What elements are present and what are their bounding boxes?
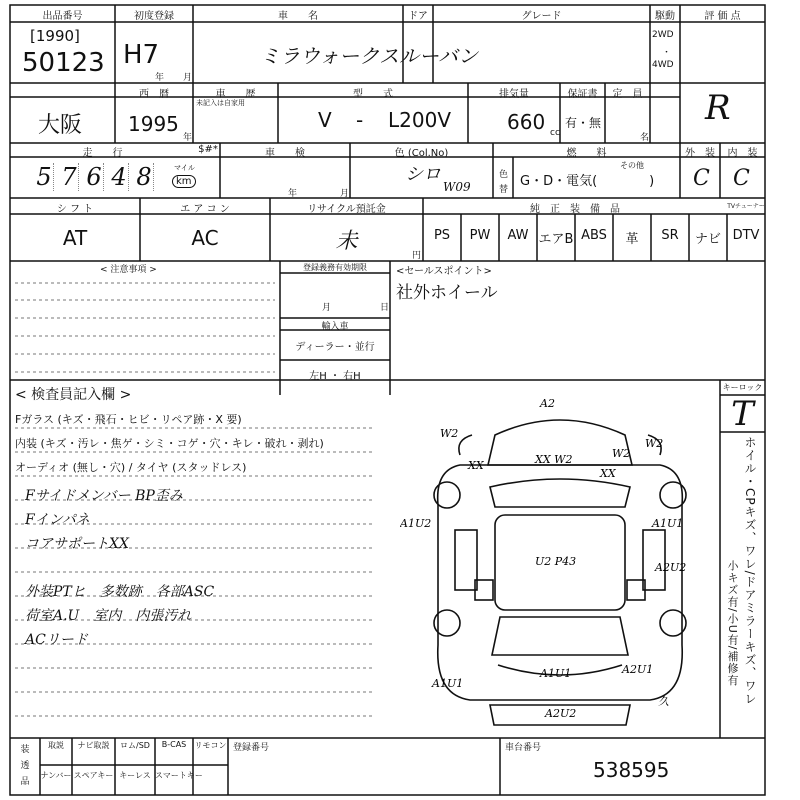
accessory-item: ナンバー [40,771,72,780]
mileage-label: 走 行 [82,148,123,159]
accessory-item: リモコン [194,741,227,750]
lot-year: [1990] [30,27,80,45]
interior-line: 内装 (キズ・汚レ・焦ゲ・シミ・コゲ・穴・キレ・破れ・剥れ) [15,437,324,450]
tv-tuner-label: TVチューナー [727,203,765,210]
accessory-item: 取説 [48,741,64,750]
damage-mark: 久 [658,695,669,708]
reg-month: 月 [322,303,332,313]
mileage-digits [35,163,154,191]
equipment-item: DTV [732,228,760,243]
damage-mark: A2U2 [545,707,577,720]
mileage-digit: 7 [60,163,79,191]
accessory-item: ロム/SD [120,741,150,750]
overall-rating: R [705,88,731,128]
accessory-item: キーレス [119,771,151,780]
equipment-item: PS [433,228,451,243]
shift-value: AT [62,226,88,250]
car-body-diagram [400,395,720,735]
damage-mark: A1U1 [540,667,572,680]
damage-mark: A1U1 [652,517,684,530]
handwritten-note: ACリード [25,632,88,648]
keylock-value: T [731,394,754,434]
capacity-unit: 名 [640,133,650,143]
shaireki-label: 車 歴 [215,89,256,100]
sales-point-label: <セールスポイント> [396,266,492,277]
accessory-item: ナビ取説 [77,741,110,750]
dealer-option: ディーラー・並行 [295,342,375,353]
shaireki-note: 未記入は自家用 [196,99,245,107]
side-note-2: 小キズ有/小U有/補修有 [726,560,739,687]
color-no: W09 [443,180,471,194]
equipment-item: SR [661,228,679,243]
reg-expiry-label: 登録義務有効期限 [303,263,367,272]
color-value: シロ [405,164,441,185]
handwritten-note: コアサポートXX [25,536,129,552]
accessory-item: B-CAS [161,740,187,749]
shaken-label: 車 検 [265,148,305,159]
month-mark: 月 [183,73,193,83]
car-name: ミラウォークスルーバン [260,44,478,68]
mileage-digit: 6 [85,163,104,191]
damage-mark: U2 P43 [535,555,577,568]
chassis-label: 車台番号 [505,743,542,753]
drive-label: 駆動 [655,11,675,22]
damage-mark: XX [468,459,484,472]
color-change-1: 色 [499,170,509,180]
accessories-label: 装 透 品 [20,745,30,787]
glass-line: Fガラス (キズ・飛石・ヒビ・リペア跡・X 要) [15,413,242,426]
model-code: L200V [388,108,451,132]
lot-number: 50123 [22,48,105,78]
model-dash: - [356,108,364,132]
handle-option: 左H ・ 右H [309,371,361,382]
mileage-digit: 5 [35,163,54,191]
audio-tire-line: オーディオ (無し・穴) / タイヤ (スタッドレス) [15,461,247,474]
grade-label: グレード [521,11,562,22]
reg-number-label: 登録番号 [233,743,270,753]
damage-mark: W2 [440,427,459,440]
mileage-unit-km: km [172,175,196,188]
handwritten-note: Fサイドメンバー BP歪み [25,488,183,504]
handwritten-note: Fインパネ [25,512,90,528]
damage-mark: A2U1 [622,663,654,676]
interior-label: 内 装 [727,148,758,159]
first-registration: H7 [123,40,160,70]
exterior-grade: C [693,166,710,191]
fuel-other: その他 [620,161,644,170]
warranty-value: 有・無 [565,116,602,130]
reg-day: 日 [380,303,390,313]
drive-4wd: 4WD [652,60,674,70]
drive-2wd: 2WD [652,30,674,40]
car-name-label: 車 名 [278,11,318,22]
damage-mark: W2 [612,447,631,460]
equipment-item: PW [469,228,491,243]
capacity-label: 定 員 [612,89,643,100]
handwritten-note: 荷室A.U 室内 内張汚れ [25,608,192,624]
handwritten-notes [25,484,214,652]
mileage-unit-mile: マイル [174,164,195,172]
damage-mark: A2 [540,397,555,410]
mileage-digit: 4 [110,163,129,191]
lot-no-label: 出品番号 [42,11,83,22]
keylock-label: キーロック [722,383,763,392]
drive-dot: ・ [662,48,672,58]
damage-mark: A2U2 [655,561,687,574]
accessory-item: スペアキー [73,771,114,780]
first-reg-label: 初度登録 [134,11,174,22]
year: 1995 [128,112,179,136]
equipment-item: 革 [625,232,639,247]
color-label: 色 (Col.No) [394,148,449,159]
equipment-item: ナビ [694,232,721,247]
equipment-item: エアB [538,232,574,247]
shaken-month: 月 [340,189,350,199]
equipment-label: 純 正 装 備 品 [530,204,620,215]
caution-label: < 注意事項 > [100,265,157,275]
mileage-unit-label: $#* [198,144,218,155]
side-note: ホイル・CPキズ、ワレ/ドアミラーキズ、ワレ [743,436,757,706]
year-mark-2: 年 [183,133,193,143]
handwritten-note [25,556,214,580]
equipment-item: ABS [581,228,607,243]
ac-value: AC [191,226,219,250]
damage-mark: XX [600,467,616,480]
cc-label: 排気量 [499,89,529,100]
shift-label: シ フ ト [56,204,94,215]
damage-mark: A1U1 [432,677,464,690]
katashiki-label: 型 式 [353,89,393,100]
recycle-unit: 円 [412,251,422,261]
ac-label: エ ア コ ン [180,204,230,215]
model-v: V [318,108,332,132]
interior-grade: C [733,166,750,191]
damage-mark: W2 [645,437,664,450]
cc-unit: cc [550,128,560,138]
color-change-2: 替 [499,185,509,195]
handwritten-note: 外装PTヒ 多数跡 各部ASC [25,584,215,600]
seireki-label: 西 暦 [139,89,169,100]
damage-mark: A1U2 [400,517,432,530]
mileage-digit: 8 [135,163,154,191]
import-label: 輸入車 [321,322,349,332]
exterior-label: 外 装 [685,148,715,159]
warranty-label: 保証書 [567,89,598,100]
accessory-item: スマートキー [155,771,203,780]
fuel-label: 燃 料 [566,148,607,159]
recycle-value: 未 [335,229,358,254]
recycle-label: リサイクル預託金 [307,204,386,215]
fuel-value: G・D・電気( ) [520,174,655,189]
displacement: 660 [507,110,546,134]
region: 大阪 [38,113,83,138]
door-label: ドア [408,11,428,22]
rating-label: 評 価 点 [704,11,741,22]
year-mark: 年 [155,73,165,83]
damage-mark: XX W2 [535,453,573,466]
equipment-item: AW [507,228,529,243]
inspection-title: < 検査員記入欄 > [15,387,132,403]
sales-point: 社外ホイール [396,283,498,303]
chassis-number: 538595 [593,758,670,782]
shaken-year: 年 [288,189,298,199]
